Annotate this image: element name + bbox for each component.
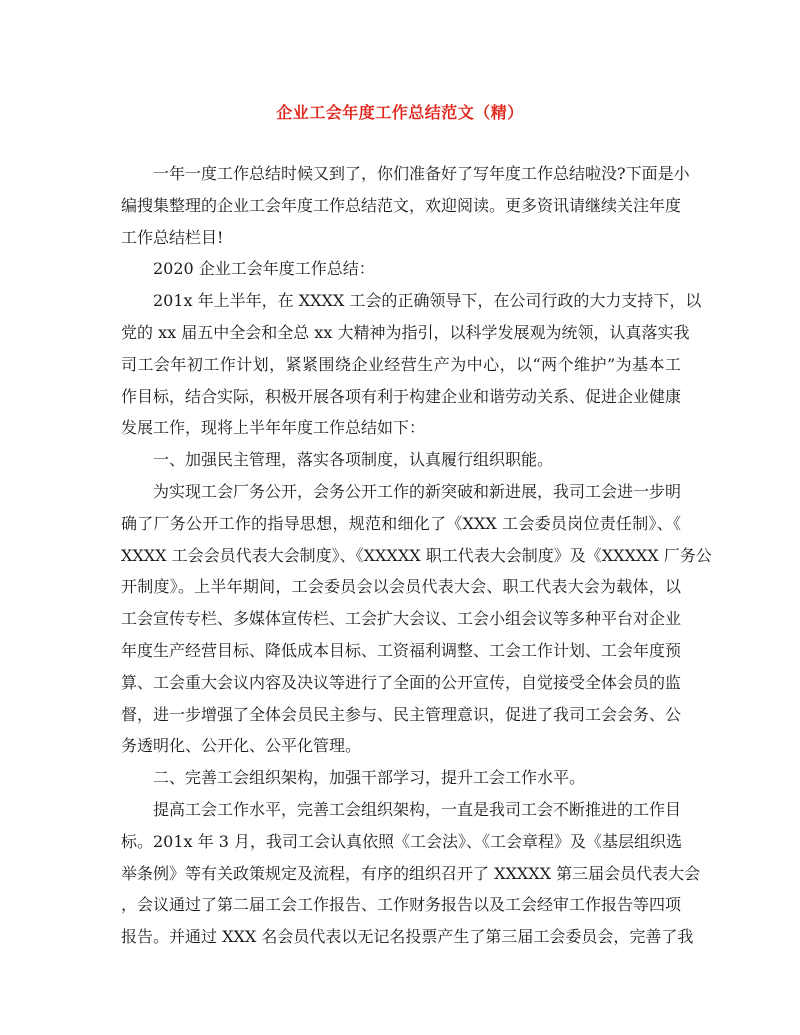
text-line: 司工会年初工作计划，紧紧围绕企业经营生产为中心，以“两个维护”为基本工 <box>121 354 681 374</box>
text-line: 发展工作，现将上半年年度工作总结如下： <box>121 418 426 438</box>
text-line: 201x 年上半年，在 XXXX 工会的正确领导下，在公司行政的大力支持下，以 <box>153 291 702 311</box>
paragraph-overview <box>121 285 702 444</box>
text-line: XXXX 工会会员代表大会制度》、《XXXXX 职工代表大会制度》及《XXXXX 厂务公 <box>121 545 712 565</box>
text-line: 标。201x 年 3 月，我司工会认真依照《工会法》、《工会章程》及《基层组织选 <box>121 831 683 851</box>
text-line: 为实现工会厂务公开，会务公开工作的新突破和新进展，我司工会进一步明 <box>153 481 682 501</box>
text-line: 工会宣传专栏、多媒体宣传栏、工会扩大会议、工会小组会议等多种平台对企业 <box>121 609 682 629</box>
document-title: 企业工会年度工作总结范文（精） <box>276 103 524 122</box>
document-body <box>121 158 712 953</box>
text-line: 工作总结栏目! <box>121 227 224 247</box>
text-line: 年度生产经营目标、降低成本目标、工资福利调整、工会工作计划、工会年度预 <box>121 640 682 660</box>
text-line: 二、完善工会组织架构，加强干部学习，提升工会工作水平。 <box>153 768 586 788</box>
text-line: 一年一度工作总结时候又到了，你们准备好了写年度工作总结啦没?下面是小 <box>153 164 690 183</box>
text-line: 2020 企业工会年度工作总结： <box>153 259 375 279</box>
text-line: 党的 xx 届五中全会和全总 xx 大精神为指引，以科学发展观为统领，认真落实我 <box>121 322 690 342</box>
text-line: 确了厂务公开工作的指导思想，规范和细化了《XXX 工会委员岗位责任制》、《 <box>121 513 681 533</box>
text-line: 作目标，结合实际，积极开展各项有利于构建企业和谐劳动关系、促进企业健康 <box>121 386 682 406</box>
text-line: 一、加强民主管理，落实各项制度，认真履行组织职能。 <box>153 450 554 470</box>
text-line: 开制度》。上半年期间，工会委员会以会员代表大会、职工代表大会为载体，以 <box>121 577 681 597</box>
section-heading-one <box>121 444 681 476</box>
text-line: 督，进一步增强了全体会员民主参与、民主管理意识，促进了我司工会会务、公 <box>121 704 682 724</box>
text-line: 编搜集整理的企业工会年度工作总结范文，欢迎阅读。更多资讯请继续关注年度 <box>121 195 682 215</box>
paragraph-intro <box>121 158 690 253</box>
paragraph-democratic-management <box>121 476 712 762</box>
paragraph-organization <box>121 794 701 953</box>
text-line: 举条例》等有关政策规定及流程，有序的组织召开了 XXXXX 第三届会员代表大会 <box>121 863 701 883</box>
section-heading-two <box>121 762 681 794</box>
text-line: 算、工会重大会议内容及决议等进行了全面的公开宣传，自觉接受全体会员的监 <box>121 672 682 692</box>
text-line: 报告。并通过 XXX 名会员代表以无记名投票产生了第三届工会委员会，完善了我 <box>121 927 694 947</box>
text-line: ，会议通过了第二届工会工作报告、工作财务报告以及工会经审工作报告等四项 <box>121 895 682 915</box>
paragraph-subheading <box>121 253 681 285</box>
text-line: 务透明化、公开化、公平化管理。 <box>121 736 362 756</box>
text-line: 提高工会工作水平，完善工会组织架构，一直是我司工会不断推进的工作目 <box>153 799 682 819</box>
